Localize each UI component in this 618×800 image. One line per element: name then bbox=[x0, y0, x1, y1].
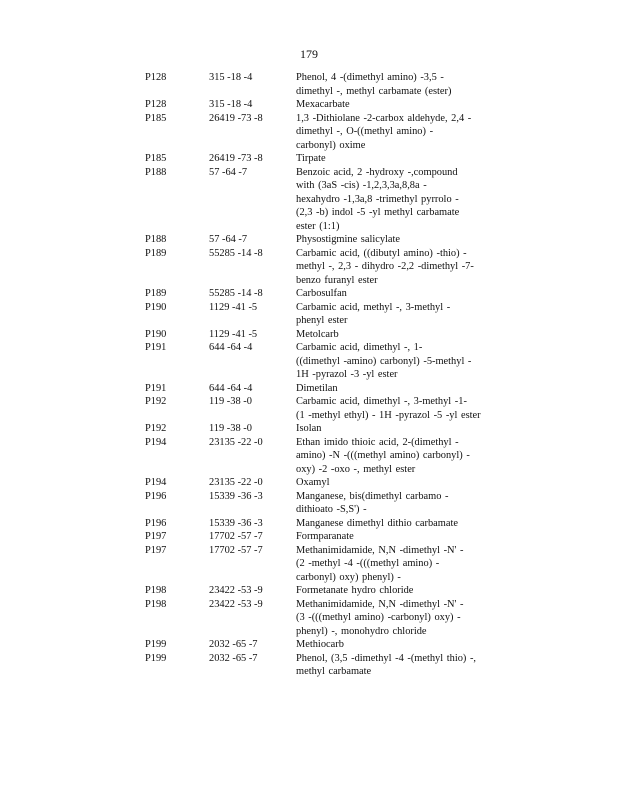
chemical-name: Phenol, (3,5 -dimethyl -4 -(methyl thio) -, methyl carbamate bbox=[296, 652, 477, 677]
waste-code: P188 bbox=[145, 234, 167, 245]
page-number: 179 bbox=[300, 47, 318, 61]
table-row bbox=[145, 490, 490, 517]
waste-code: P196 bbox=[145, 517, 167, 529]
cas-number: 23422 -53 -9 bbox=[209, 585, 263, 596]
table-row bbox=[145, 301, 490, 328]
waste-code: P128 bbox=[145, 99, 167, 110]
waste-code: P194 bbox=[145, 436, 167, 448]
table-row bbox=[145, 152, 490, 166]
cas-number: 644 -64 -4 bbox=[209, 342, 253, 353]
table-row bbox=[145, 166, 490, 234]
waste-code: P194 bbox=[145, 477, 167, 488]
cas-number: 1129 -41 -5 bbox=[209, 328, 258, 340]
cas-number: 315 -18 -4 bbox=[209, 72, 253, 83]
table-row bbox=[145, 98, 490, 112]
chemical-name: Methiocarb bbox=[296, 639, 344, 650]
cas-number: 17702 -57 -7 bbox=[209, 531, 263, 542]
table-row bbox=[145, 112, 490, 153]
table-row bbox=[145, 652, 490, 679]
chemical-name: Metolcarb bbox=[296, 328, 339, 340]
waste-code: P192 bbox=[145, 396, 167, 407]
chemical-name: Dimetilan bbox=[296, 382, 338, 394]
waste-code: P185 bbox=[145, 153, 167, 164]
cas-number: 1129 -41 -5 bbox=[209, 301, 258, 313]
chemical-name: Methanimidamide, N,N -dimethyl -N' - (2 -methyl -4 -(((methyl amino) - carbonyl) oxy) phenyl) - bbox=[296, 544, 464, 583]
cas-number: 2032 -65 -7 bbox=[209, 652, 258, 664]
table-row bbox=[145, 382, 490, 396]
table-row bbox=[145, 584, 490, 598]
chemical-name: Benzoic acid, 2 -hydroxy -,compound with (3aS -cis) -1,2,3,3a,8,8a - hexahydro -1,3a,8 -trimethyl pyrrolo - (2,3 -b) indol -5 -yl methyl carbamate ester (1:1) bbox=[296, 166, 460, 232]
chemical-name: Formparanate bbox=[296, 531, 354, 542]
waste-code: P197 bbox=[145, 544, 167, 556]
table-row bbox=[145, 328, 490, 342]
table-row bbox=[145, 395, 490, 422]
table-row bbox=[145, 476, 490, 490]
table-row bbox=[145, 598, 490, 639]
waste-code: P196 bbox=[145, 490, 167, 502]
waste-code: P191 bbox=[145, 342, 167, 353]
chemical-name: Carbamic acid, dimethyl -, 1- ((dimethyl -amino) carbonyl) -5-methyl - 1H -pyrazol -3 -yl ester bbox=[296, 342, 472, 380]
chemical-name: Isolan bbox=[296, 423, 322, 434]
waste-code: P189 bbox=[145, 288, 167, 299]
table-row bbox=[145, 247, 490, 288]
chemical-table bbox=[145, 71, 490, 679]
chemical-name: Ethan imido thioic acid, 2-(dimethyl - amino) -N -(((methyl amino) carbonyl) - oxy) -2 -oxo -, methyl ester bbox=[296, 436, 470, 475]
chemical-name: Physostigmine salicylate bbox=[296, 234, 401, 245]
chemical-name: Carbosulfan bbox=[296, 288, 347, 299]
table-row bbox=[145, 341, 490, 382]
cas-number: 17702 -57 -7 bbox=[209, 544, 263, 556]
chemical-name: Manganese, bis(dimethyl carbamo - dithioato -S,S') - bbox=[296, 490, 449, 515]
chemical-name: Methanimidamide, N,N -dimethyl -N' - (3 -(((methyl amino) -carbonyl) oxy) - phenyl) -, monohydro chloride bbox=[296, 598, 464, 637]
waste-code: P197 bbox=[145, 531, 167, 542]
cas-number: 55285 -14 -8 bbox=[209, 288, 263, 299]
waste-code: P199 bbox=[145, 652, 167, 664]
chemical-name: Phenol, 4 -(dimethyl amino) -3,5 - dimethyl -, methyl carbamate (ester) bbox=[296, 72, 452, 97]
chemical-name: Oxamyl bbox=[296, 477, 330, 488]
table-row bbox=[145, 233, 490, 247]
table-row bbox=[145, 436, 490, 477]
chemical-name: Formetanate hydro chloride bbox=[296, 585, 414, 596]
waste-code: P188 bbox=[145, 166, 167, 178]
waste-code: P199 bbox=[145, 639, 167, 650]
waste-code: P128 bbox=[145, 72, 167, 83]
table-row bbox=[145, 544, 490, 585]
waste-code: P198 bbox=[145, 585, 167, 596]
waste-code: P190 bbox=[145, 328, 167, 340]
table-row bbox=[145, 638, 490, 652]
waste-code: P192 bbox=[145, 423, 167, 434]
table-row bbox=[145, 517, 490, 531]
chemical-name: Mexacarbate bbox=[296, 99, 350, 110]
waste-code: P190 bbox=[145, 301, 167, 313]
cas-number: 26419 -73 -8 bbox=[209, 112, 263, 124]
cas-number: 15339 -36 -3 bbox=[209, 490, 263, 502]
cas-number: 2032 -65 -7 bbox=[209, 639, 258, 650]
chemical-name: Carbamic acid, ((dibutyl amino) -thio) - methyl -, 2,3 - dihydro -2,2 -dimethyl -7- benzo furanyl ester bbox=[296, 247, 474, 286]
cas-number: 57 -64 -7 bbox=[209, 234, 248, 245]
cas-number: 644 -64 -4 bbox=[209, 382, 253, 394]
cas-number: 57 -64 -7 bbox=[209, 166, 248, 178]
table-row bbox=[145, 71, 490, 98]
table-row bbox=[145, 287, 490, 301]
cas-number: 23135 -22 -0 bbox=[209, 477, 263, 488]
cas-number: 23135 -22 -0 bbox=[209, 436, 263, 448]
cas-number: 26419 -73 -8 bbox=[209, 153, 263, 164]
chemical-name: Tirpate bbox=[296, 153, 326, 164]
table-row bbox=[145, 422, 490, 436]
chemical-name: Carbamic acid, dimethyl -, 3-methyl -1- (1 -methyl ethyl) - 1H -pyrazol -5 -yl ester bbox=[296, 396, 481, 421]
cas-number: 15339 -36 -3 bbox=[209, 517, 263, 529]
chemical-name: Carbamic acid, methyl -, 3-methyl - phenyl ester bbox=[296, 301, 451, 326]
waste-code: P191 bbox=[145, 382, 167, 394]
waste-code: P198 bbox=[145, 598, 167, 610]
cas-number: 119 -38 -0 bbox=[209, 423, 252, 434]
waste-code: P189 bbox=[145, 247, 167, 259]
cas-number: 119 -38 -0 bbox=[209, 396, 252, 407]
table-row bbox=[145, 530, 490, 544]
cas-number: 55285 -14 -8 bbox=[209, 247, 263, 259]
cas-number: 315 -18 -4 bbox=[209, 99, 253, 110]
waste-code: P185 bbox=[145, 112, 167, 124]
chemical-name: 1,3 -Dithiolane -2-carbox aldehyde, 2,4 - dimethyl -, O-((methyl amino) - carbonyl) oxime bbox=[296, 112, 472, 151]
chemical-name: Manganese dimethyl dithio carbamate bbox=[296, 517, 458, 529]
cas-number: 23422 -53 -9 bbox=[209, 598, 263, 610]
